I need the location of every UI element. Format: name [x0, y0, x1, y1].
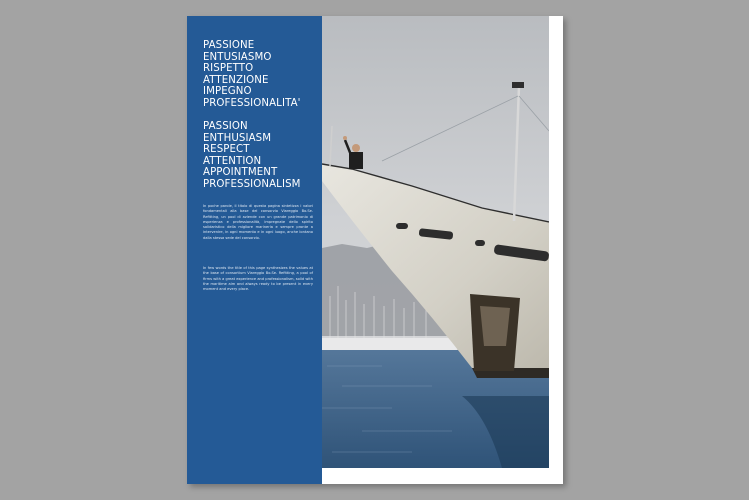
value-word-it: PROFESSIONALITA' — [203, 97, 301, 109]
anchor — [480, 306, 510, 346]
value-word-en: PASSION — [203, 121, 248, 132]
italian-paragraph: In poche parole, il titolo di questa pagina sintetizza i valori fondamentali alla base del consorzio Viareggio Bo.Se. Refitting, un pool di aziende con un grande patrimonio di esperienza e professionalità, impregnate dello spirito solidaristico della migliore marineria e sempre pronte a intervenire, in ogni momento e in ogni luogo, anche lontano dalla stessa sede del consorzio. — [203, 204, 313, 240]
value-word-it: IMPEGNO — [203, 86, 252, 98]
value-word-en: PROFESSIONALISM — [203, 178, 301, 190]
yacht-photo-illustration — [322, 16, 549, 468]
value-word-en: APPOINTMENT — [203, 167, 278, 179]
value-word-en: ATTENTION — [203, 155, 262, 167]
value-word-it: ATTENZIONE — [203, 74, 269, 86]
value-word-en: RESPECT — [203, 144, 250, 156]
value-word-it: ENTUSIASMO — [203, 51, 272, 63]
value-word-it: PASSIONE — [203, 40, 255, 51]
mast-light — [512, 82, 524, 88]
blue-text-panel — [187, 16, 322, 484]
value-word-en: ENTHUSIASM — [203, 132, 272, 144]
brochure-page — [187, 16, 563, 484]
moored-boats — [322, 338, 457, 350]
italian-values-list — [203, 40, 301, 110]
english-paragraph: In few words the title of this page synthesizes the values at the base of consortium Viareggio Bo.Se. Refitting, a pool of firms with a great experience and professionalism, solid with the maritime aim and always ready to be present in every moment and every place. — [203, 266, 313, 292]
english-values-list — [203, 121, 301, 191]
yacht-photo — [322, 16, 549, 468]
value-word-it: RISPETTO — [203, 63, 254, 75]
